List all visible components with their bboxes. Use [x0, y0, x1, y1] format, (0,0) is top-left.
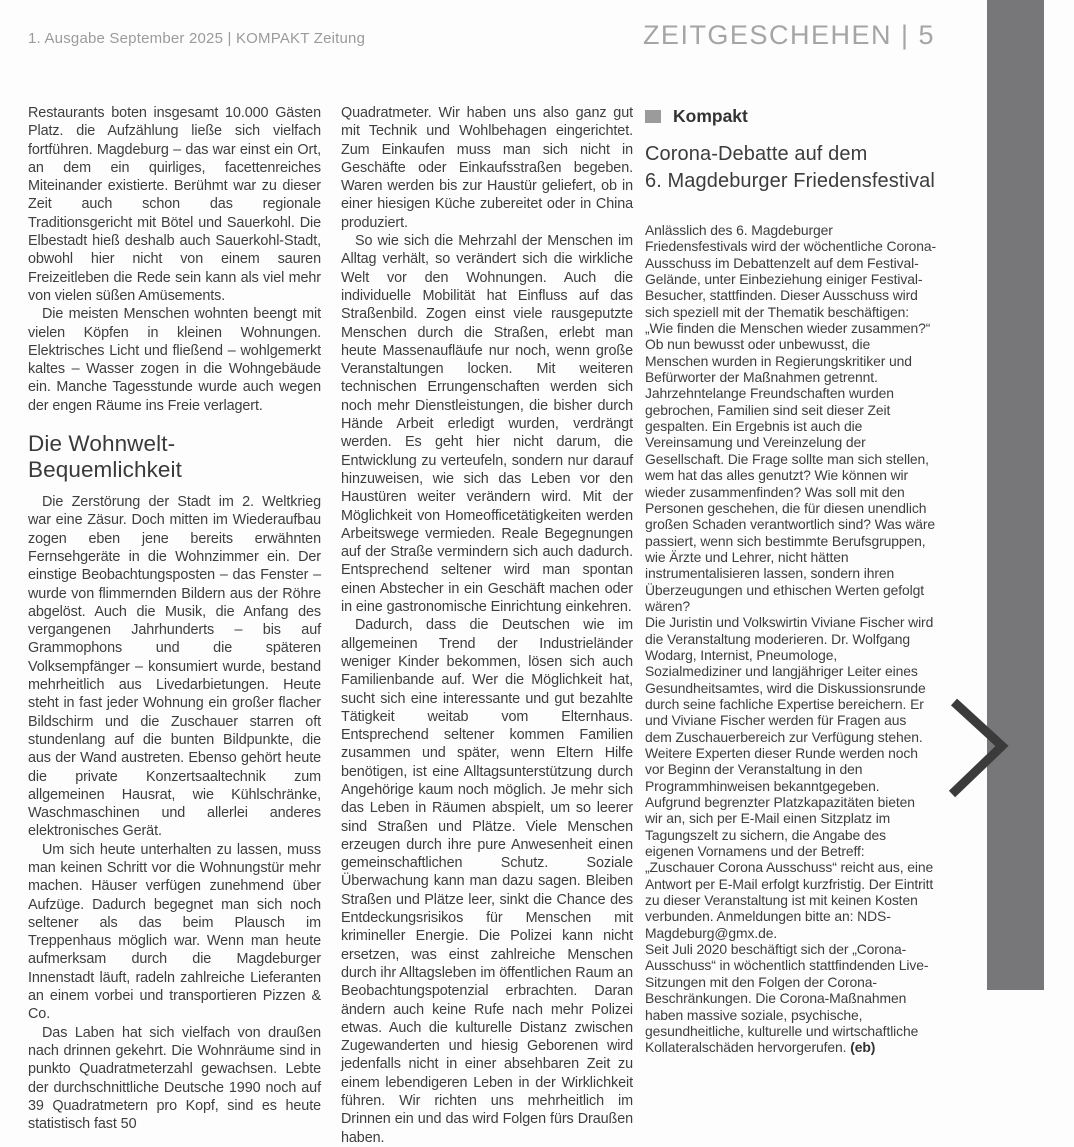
paragraph: Das Laben hat sich vielfach von draußen nach drinnen gekehrt. Die Wohnräume sind in punkto Quadratmeterzahl gewachsen. Lebte der durchschnittliche Deutsche 1990 noch auf 39 Quadratmetern pro Kopf, sind es heute statistisch fast 50 [28, 1024, 321, 1133]
paragraph: Quadratmeter. Wir haben uns also ganz gut mit Technik und Wohlbehagen eingerichtet. Zum Einkaufen muss man sich nicht in Geschäfte oder Einkaufsstraßen begeben. Waren werden bis zur Haustür geliefert, ob in einer hiesigen Küche zubereitet oder in China produziert. [341, 105, 633, 231]
paragraph: Dadurch, dass die Deutschen wie im allgemeinen Trend der Industrieländer weniger Kinder bekommen, lösen sich auch Familienbande auf. Wer die Möglichkeit hat, sucht sich eine interessante und gut bezahlte Tätigkeit weitab vom Elternhaus. Entsprechend seltener kommen Familien zusammen und später, wenn Eltern Hilfe benötigen, ist eine Alltagsunterstützung durch Angehörige kaum noch möglich. Je mehr sich das Leben in Räumen abspielt, um so leerer sind Straßen und Plätze. Viele Menschen erzeugen durch ihre pure Anwesenheit einen gemeinschaftlichen Schutz. Soziale Überwachung kann man dazu sagen. Bleiben Straßen und Plätze leer, sinkt die Chance des Entdeckungsrisikos für Menschen mit krimineller Energie. Die Polizei kann nicht ersetzen, was einst zahlreiche Menschen durch ihr Alltagsleben im öffentlichen Raum an Beobachtungspotenzial erbrachten. Daran ändern auch keine Rufe nach mehr Polizei etwas. Auch die kulturelle Distanz zwischen Zugewanderten und hiesig Geborenen wird jedenfalls nicht in einer absehbaren Zeit zu einem lebendigeren Leben in der Wirklichkeit führen. Wir richten uns mehrheitlich im Drinnen ein und das wird Folgen fürs Draußen haben. [341, 617, 633, 1146]
article-heading: Die Wohnwelt-Bequemlichkeit [28, 431, 182, 483]
paragraph: Die meisten Menschen wohnten beengt mit vielen Köpfen in kleinen Wohnungen. Elektrisches Licht und fließend – wohlgemerkt kaltes – Wasser zogen in die Wohngebäude ein. Manche Tagesstunde wurde auch wegen der engen Räume ins Freie verlagert. [28, 306, 321, 414]
kompakt-section-label [645, 106, 936, 127]
article-column-1 [28, 104, 321, 1133]
paragraph: Anlässlich des 6. Magdeburger Friedensfestivals wird der wöchentliche Corona-Ausschuss im Debattenzelt auf dem Festival-Gelände, unter Einbeziehung einiger Festival-Besucher, stattfinden. Dieser Ausschuss wird sich speziell mit der Thematik beschäftigen: „Wie finden die Menschen wieder zusammen?“ Ob nun bewusst oder unbewusst, die Menschen wurden in Regierungskritiker und Befürworter der Maßnahmen getrennt. Jahrzehntelange Freundschaften wurden gebrochen, Familien sind seit dieser Zeit gespalten. Ein Ergebnis ist auch die Vereinsamung und Vereinzelung der Gesellschaft. Die Frage sollte man sich stellen, wem hat das alles genutzt? Wie können wir wieder zusammenfinden? Was soll mit den Personen geschehen, die für diesen unendlich großen Schaden verantwortlich sind? Was wäre passiert, wenn sich bestimmte Berufsgruppen, wie Ärzte und Lehrer, nicht hätten instrumentalisieren lassen, sondern ihren Überzeugungen und ethischen Werten gefolgt wären? [645, 222, 936, 614]
title-line-1: Corona-Debatte auf dem [645, 143, 868, 165]
paragraph: Die Juristin und Volkswirtin Viviane Fischer wird die Veranstaltung moderieren. Dr. Wolfgang Wodarg, Internist, Pneumologe, Sozialmediziner und langjähriger Leiter eines Gesundheitsamtes, wird die Diskussionsrunde durch seine fachliche Expertise bereichern. Er und Viviane Fischer werden für Fragen aus dem Zuschauerbereich zur Verfügung stehen. Weitere Experten dieser Runde werden noch vor Beginn der Veranstaltung in den Programmhinweisen bekanntgegeben. Aufgrund begrenzter Platzkapazitäten bieten wir an, sich per E-Mail einen Sitzplatz im Tagungszelt zu sichern, die Angabe des eigenen Vornamens und der Betreff: „Zuschauer Corona Ausschuss“ reicht aus, eine Antwort per E-Mail erfolgt kurzfristig. Der Eintritt zu dieser Veranstaltung ist mit keinen Kosten verbunden. Anmeldungen bitte an: NDS-Magdeburg@gmx.de. [645, 614, 934, 941]
paragraph: Restaurants boten insgesamt 10.000 Gästen Platz. die Aufzählung ließe sich vielfach fortführen. Magdeburg – das war einst ein Ort, an dem ein quirliges, facettenreiches Miteinander existierte. Berühmt war zu dieser Zeit auch schon das regionale Traditionsgericht mit Bötel und Sauerkohl. Die Elbestadt hieß deshalb auch Sauerkohl-Stadt, obwohl hier nicht von einem sauren Freizeitleben die Rede sein kann als viel mehr von vielen süßen Amüsements. [28, 105, 321, 304]
title-line-2: 6. Magdeburger Friedensfestival [645, 170, 935, 192]
paragraph: Die Zerstörung der Stadt im 2. Weltkrieg war eine Zäsur. Doch mitten im Wiederaufbau zogen eben jene bereits erwähnten Fernsehgeräte in die Wohnzimmer ein. Der einstige Beobachtungsposten – das Fenster – wurde von flimmernden Bildern aus der Röhre abgelöst. Auch die Musik, die Anfang des vergangenen Jahrhunderts – bis auf Grammophons und die späteren Volksempfänger – konsumiert wurde, bestand mehrheitlich aus Livedarbietungen. Heute steht in fast jeder Wohnung ein großer flacher Bildschirm und die Zuschauer starren oft stundenlang auf die bunten Bildpunkte, die aus der Wand austreten. Ebenso gehört heute die private Konzertsaaltechnik zum allgemeinen Hausrat, wie Kühlschränke, Waschmaschinen und allerlei anderes elektronisches Gerät. [28, 494, 321, 840]
paragraph: So wie sich die Mehrzahl der Menschen im Alltag verhält, so verändert sich die wirkliche Welt vor den Wohnungen. Auch die individuelle Mobilität hat Einfluss auf das Straßenbild. Zogen einst viele rausgeputzte Menschen durch die Straßen, erlebt man heute Massenaufläufe nur noch, wenn große Veranstaltungen locken. Mit weiteren technischen Errungenschaften werden sich noch mehr Dienstleistungen, die bisher durch Hände Arbeit erledigt wurden, verdrängt werden. Es geht hier nicht darum, die Entwicklung zu verteufeln, sondern nur darauf hinzuweisen, wie sich das Leben vor den Haustüren weiter verändern wird. Mit der Möglichkeit von Homeofficetätigkeiten werden Arbeitswege vermieden. Reale Begegnungen auf der Straße vermindern sich auch dadurch. Entsprechend seltener wird man spontan einen Abstecher in ein Geschäft machen oder in eine gastronomische Einrichtung einkehren. [341, 233, 633, 616]
paragraph [645, 941, 936, 1055]
kompakt-label-text: Kompakt [673, 106, 748, 126]
kompakt-article-title [645, 141, 936, 195]
page-gutter-bar [987, 0, 1044, 990]
kompakt-square-icon [645, 110, 661, 123]
paragraph: Um sich heute unterhalten zu lassen, muss man keinen Schritt vor die Wohnungstür mehr machen. Häuser verfügen zunehmend über Aufzüge. Dadurch begegnet man sich noch seltener als das beim Plausch im Treppenhaus möglich war. Wenn man heute aufmerksam durch die Magdeburger Innenstadt läuft, radeln zahlreiche Lieferanten an einem vorbei und transportieren Pizzen & Co. [28, 841, 321, 1023]
article-column-2 [341, 104, 633, 1147]
article-column-3 [645, 106, 936, 1056]
issue-header: 1. Ausgabe September 2025 | KOMPAKT Zeitung [28, 30, 366, 47]
section-page-header: ZEITGESCHEHEN | 5 [642, 20, 935, 50]
paragraph-text: Seit Juli 2020 beschäftigt sich der „Corona-Ausschuss“ in wöchentlich stattfindenden Live-Sitzungen mit den Folgen der Corona-Beschränkungen. Die Corona-Maßnahmen haben massive soziale, psychische, gesundheitliche, kulturelle und wirtschaftliche Kollateralschäden hervorgerufen. [645, 941, 929, 1056]
author-byline: (eb) [850, 1039, 876, 1056]
next-page-chevron-icon[interactable] [946, 696, 1010, 805]
